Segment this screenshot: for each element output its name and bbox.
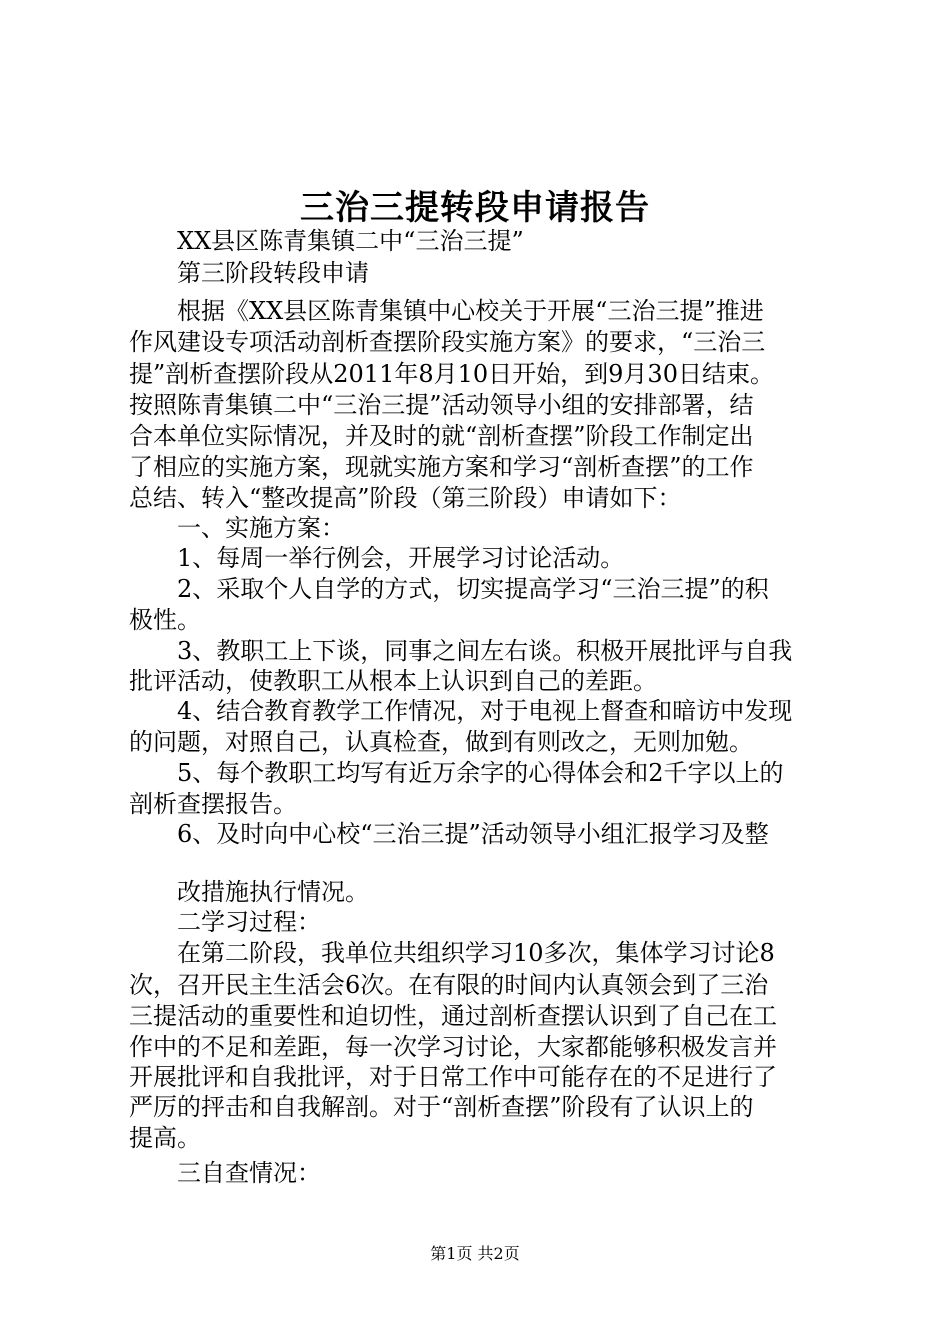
page-footer: 第1页 共2页 <box>430 1244 520 1263</box>
text-line: 第三阶段转段申请 <box>177 259 369 287</box>
text-line: 根据《XX县区陈青集镇中心校关于开展“三治三提”推进 <box>177 297 764 325</box>
list-item: 2、采取个人自学的方式，切实提高学习“三治三提”的积 <box>177 575 769 603</box>
text-line: 剖析查摆报告。 <box>129 790 297 818</box>
text-line: 了相应的实施方案，现就实施方案和学习“剖析查摆”的工作 <box>129 453 754 481</box>
text-line: 改措施执行情况。 <box>177 878 369 906</box>
text-line: 作风建设专项活动剖析查摆阶段实施方案》的要求，“三治三 <box>129 328 766 356</box>
text-line: 批评活动，使教职工从根本上认识到自己的差距。 <box>129 667 657 695</box>
text-line: 在第二阶段，我单位共组织学习10多次，集体学习讨论8 <box>177 939 775 967</box>
text-line: 严厉的抨击和自我解剖。对于“剖析查摆”阶段有了认识上的 <box>129 1093 754 1121</box>
section-heading: 一、实施方案： <box>177 514 345 542</box>
text-line: 总结、转入“整改提高”阶段（第三阶段）申请如下： <box>129 484 682 512</box>
text-line: 按照陈青集镇二中“三治三提”活动领导小组的安排部署，结 <box>129 391 754 419</box>
list-item: 1、每周一举行例会，开展学习讨论活动。 <box>177 544 625 572</box>
text-line: 提”剖析查摆阶段从2011年8月10日开始，到9月30日结束。 <box>129 360 774 388</box>
text-line: 三提活动的重要性和迫切性，通过剖析查摆认识到了自己在工 <box>129 1002 777 1030</box>
list-item: 6、及时向中心校“三治三提”活动领导小组汇报学习及整 <box>177 820 769 848</box>
list-item: 5、每个教职工均写有近万余字的心得体会和2千字以上的 <box>177 759 784 787</box>
text-line: 的问题，对照自己，认真检查，做到有则改之，无则加勉。 <box>129 728 753 756</box>
text-line: 合本单位实际情况，并及时的就“剖析查摆”阶段工作制定出 <box>129 422 754 450</box>
text-line: 次，召开民主生活会6次。在有限的时间内认真领会到了三治 <box>129 971 769 999</box>
text-line: 作中的不足和差距，每一次学习讨论，大家都能够积极发言并 <box>129 1033 777 1061</box>
list-item: 3、教职工上下谈，同事之间左右谈。积极开展批评与自我 <box>177 637 793 665</box>
list-item: 4、结合教育教学工作情况，对于电视上督查和暗访中发现 <box>177 697 793 725</box>
section-heading: 三自查情况： <box>177 1159 321 1187</box>
text-line: 开展批评和自我批评，对于日常工作中可能存在的不足进行了 <box>129 1063 777 1091</box>
section-heading: 二学习过程： <box>177 908 321 936</box>
text-line: 提高。 <box>129 1124 201 1152</box>
text-line: XX县区陈青集镇二中“三治三提” <box>177 227 524 255</box>
text-line: 极性。 <box>129 606 201 634</box>
document-title: 三治三提转段申请报告 <box>300 188 650 228</box>
